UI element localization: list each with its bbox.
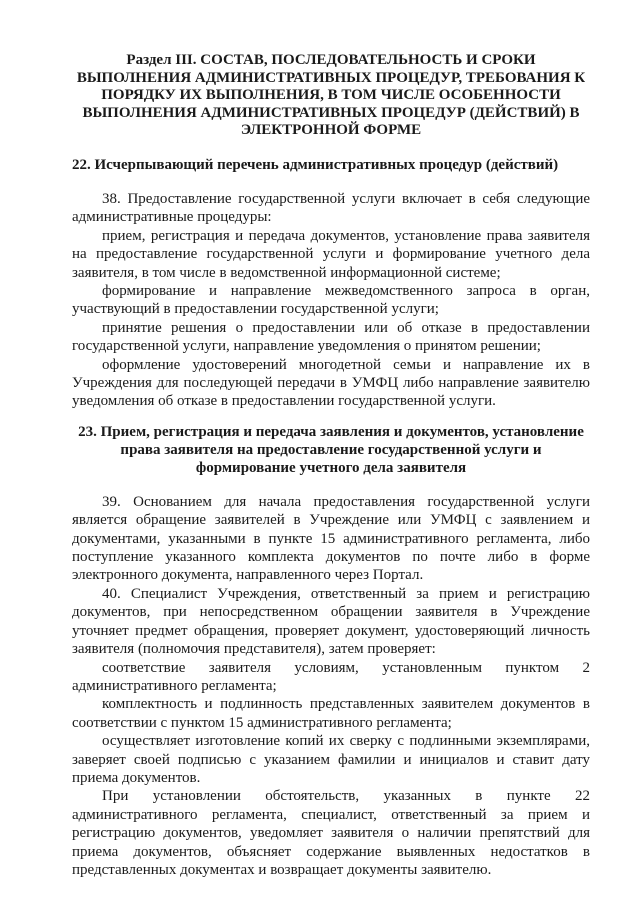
paragraph-obstacles: При установлении обстоятельств, указанных в пункте 22 административного регламента, специалист, ответственный за прием и регистрацию документов, уведомляет заявителя о наличии препятствий для приема документов, объясняет содержание выявленных недостатков в представленных документах и возвращает документы заявителю.	[72, 788, 590, 878]
subsection-23-title: 23. Прием, регистрация и передача заявления и документов, установление права заявителя на предоставление государственной услуги и формирование учетного дела заявителя	[78, 423, 584, 476]
list-item-procedure-4: оформление удостоверений многодетной семьи и направление их в Учреждения для последующей передачи в УМФЦ либо направление заявителю уведомления об отказе в предоставлении государственной услуги.	[72, 356, 590, 410]
list-item-check-2: комплектность и подлинность представленных заявителем документов в соответствии с пунктом 15 административного регламента;	[72, 696, 590, 731]
list-item-procedure-3: принятие решения о предоставлении или об отказе в предоставлении государственной услуги, направление уведомления о принятом решении;	[72, 319, 590, 355]
list-item-procedure-1: прием, регистрация и передача документов, установление права заявителя на предоставление государственной услуги и формирование учетного дела заявителя, в том числе в ведомственной информационной системе;	[72, 227, 590, 281]
list-item-check-3: осуществляет изготовление копий их сверку с подлинными экземплярами, заверяет своей подписью с указанием фамилии и инициалов и ставит дату приема документов.	[72, 733, 590, 786]
paragraph-39: 39. Основанием для начала предоставления государственной услуги является обращение заявителей в Учреждение или УМФЦ с заявлением и документами, указанными в пункте 15 административного регламента, либо поступление указанного комплекта документов по почте либо в форме электронного документа, направленного через Портал.	[72, 493, 590, 584]
list-item-procedure-2: формирование и направление межведомственного запроса в орган, участвующий в предоставлении государственной услуги;	[72, 283, 590, 318]
section-title: Раздел III. СОСТАВ, ПОСЛЕДОВАТЕЛЬНОСТЬ И СРОКИ ВЫПОЛНЕНИЯ АДМИНИСТРАТИВНЫХ ПРОЦЕДУР, ТРЕБОВАНИЯ К ПОРЯДКУ ИХ ВЫПОЛНЕНИЯ, В ТОМ ЧИСЛЕ ОСОБЕННОСТИ ВЫПОЛНЕНИЯ АДМИНИСТРАТИВНЫХ ПРОЦЕДУР (ДЕЙСТВИЙ) В ЭЛЕКТРОННОЙ ФОРМЕ	[76, 52, 586, 139]
list-item-check-1: соответствие заявителя условиям, установленным пунктом 2 административного регламента;	[72, 659, 590, 694]
paragraph-38: 38. Предоставление государственной услуги включает в себя следующие административные процедуры:	[72, 190, 590, 226]
subsection-22-title: 22. Исчерпывающий перечень административных процедур (действий)	[72, 156, 559, 173]
paragraph-40: 40. Специалист Учреждения, ответственный за прием и регистрацию документов, при непосредственном обращении заявителя в Учреждение уточняет предмет обращения, проверяет документ, удостоверяющий личность заявителя (полномочия представителя), затем проверяет:	[72, 585, 590, 658]
